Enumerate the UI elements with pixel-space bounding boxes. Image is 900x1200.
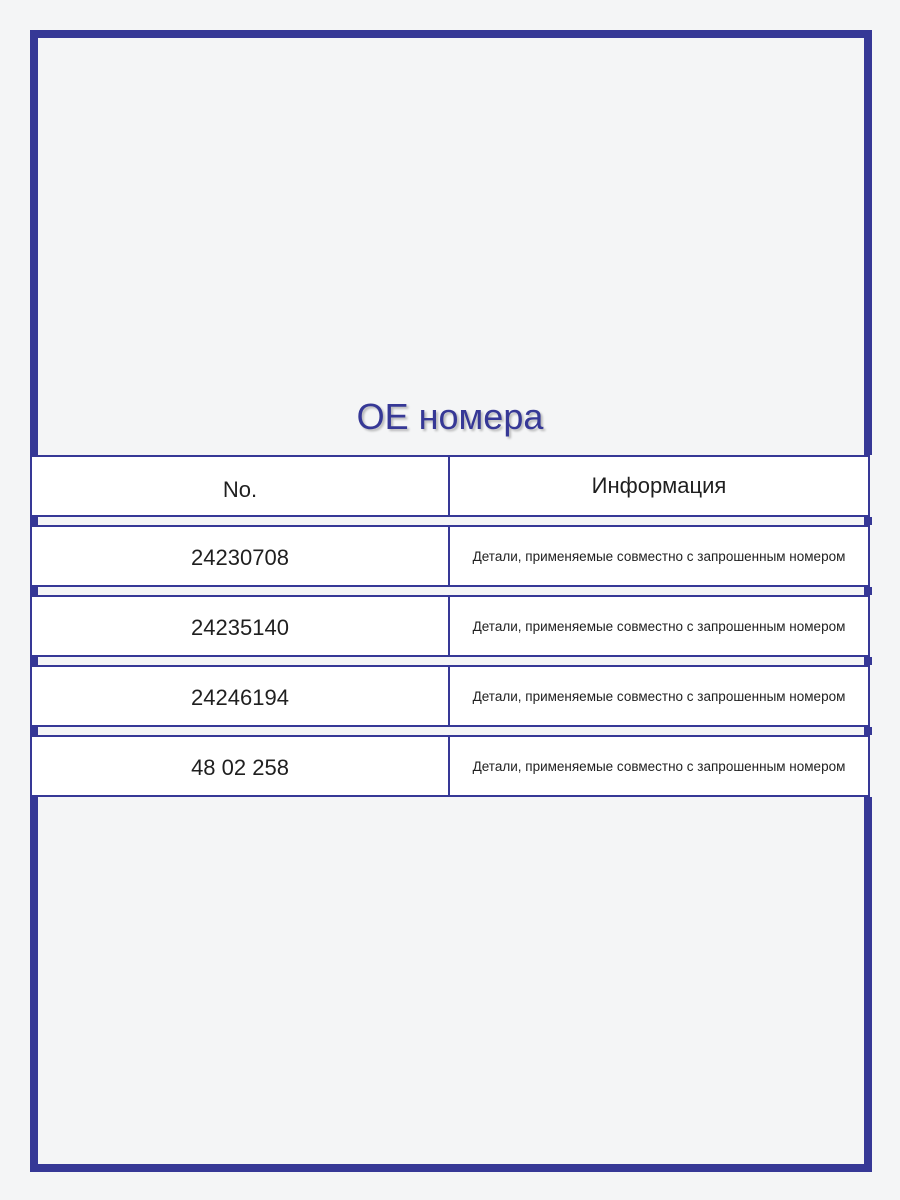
table-row (30, 735, 872, 797)
oe-number-cell: 24230708 (30, 525, 450, 587)
table-row (30, 525, 872, 587)
oe-number-cell: 24235140 (30, 595, 450, 657)
table-row (30, 665, 872, 727)
header-no: No. (30, 455, 450, 517)
table-row (30, 595, 872, 657)
page-title: OE номера (356, 396, 544, 437)
info-cell: Детали, применяемые совместно с запрошенным номером (448, 525, 870, 587)
table-header-row (30, 455, 872, 517)
info-cell: Детали, применяемые совместно с запрошенным номером (448, 735, 870, 797)
oe-number-cell: 48 02 258 (30, 735, 450, 797)
info-cell: Детали, применяемые совместно с запрошенным номером (448, 665, 870, 727)
info-cell: Детали, применяемые совместно с запрошенным номером (448, 595, 870, 657)
header-info: Информация (448, 455, 870, 517)
oe-number-cell: 24246194 (30, 665, 450, 727)
